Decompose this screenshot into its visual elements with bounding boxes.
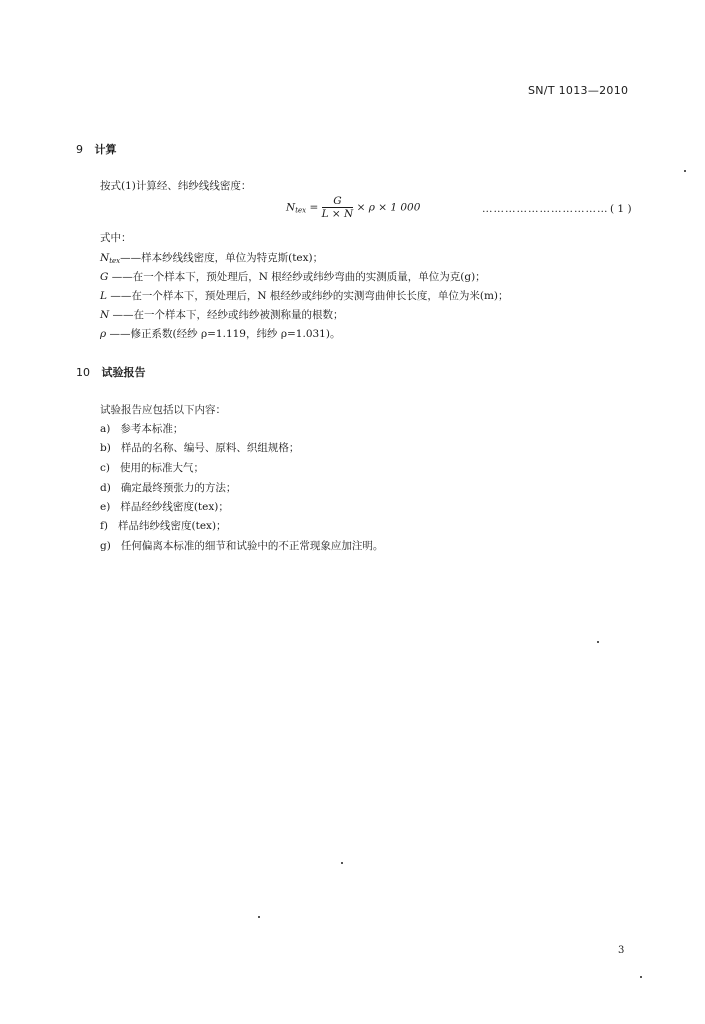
definition-text: ——样本纱线线密度，单位为特克斯(tex)；: [120, 252, 324, 264]
section-9-intro: 按式(1)计算经、纬纱线线密度：: [100, 180, 252, 192]
scan-speck: [597, 641, 599, 643]
where-label: 式中：: [100, 232, 132, 244]
definition-symbol: G: [100, 271, 109, 283]
report-item: [100, 460, 204, 475]
report-item-text: 任何偏离本标准的细节和试验中的不正常现象应加注明。: [120, 540, 384, 552]
scan-speck: [341, 862, 343, 864]
report-item-marker: d): [100, 482, 111, 494]
section-9-heading: [76, 141, 117, 157]
report-item-text: 使用的标准大气；: [120, 462, 204, 474]
formula-equals: =: [309, 201, 319, 214]
definition-text: ——修正系数(经纱 ρ=1.119，纬纱 ρ=1.031)。: [106, 328, 341, 340]
definition-n: [100, 307, 344, 322]
formula-lhs: N: [286, 201, 296, 214]
report-item-marker: f): [100, 520, 108, 532]
report-item-text: 样品的名称、编号、原料、织组规格；: [120, 442, 300, 454]
report-item: [100, 421, 183, 436]
report-item-text: 样品经纱线密度(tex)；: [120, 501, 229, 513]
section-10-title: 试验报告: [101, 366, 146, 379]
section-10-heading: [76, 364, 146, 380]
report-item: [100, 440, 299, 455]
definition-symbol: N: [100, 252, 110, 264]
definition-symbol-sub: tex: [109, 257, 121, 265]
section-10-intro: 试验报告应包括以下内容：: [100, 404, 226, 416]
definition-text: ——在一个样本下，预处理后，N 根经纱或纬纱的实测弯曲伸长长度，单位为米(m)；: [106, 290, 509, 302]
definition-l: [100, 288, 509, 303]
definition-text: ——在一个样本下，经纱或纬纱被测称量的根数；: [109, 309, 344, 321]
definition-text: ——在一个样本下，预处理后，N 根经纱或纬纱弯曲的实测质量，单位为克(g)；: [108, 271, 486, 283]
definition-ntex: [100, 250, 323, 265]
equation-number: ( 1 ): [610, 203, 632, 215]
formula-denominator: L × N: [321, 208, 354, 220]
report-item-marker: e): [100, 501, 111, 513]
standard-number: SN/T 1013—2010: [528, 84, 629, 97]
page-number: 3: [618, 945, 625, 956]
report-item-marker: g): [100, 540, 111, 552]
report-item: [100, 538, 383, 553]
section-9-number: 9: [76, 143, 83, 156]
report-item-marker: b): [100, 442, 111, 454]
report-item-text: 参考本标准；: [120, 423, 184, 435]
scan-speck: [640, 976, 642, 978]
definition-rho: [100, 326, 340, 341]
formula-rest: × ρ × 1 000: [356, 201, 421, 214]
section-9-title: 计算: [94, 143, 117, 156]
formula-lhs-sub: tex: [295, 206, 307, 215]
definition-symbol: L: [100, 290, 107, 302]
formula: [286, 195, 420, 220]
report-item-text: 确定最终预张力的方法；: [120, 482, 237, 494]
definition-g: [100, 269, 486, 284]
report-item-text: 样品纬纱线密度(tex)；: [118, 520, 227, 532]
report-item-marker: c): [100, 462, 110, 474]
definition-symbol: N: [100, 309, 110, 321]
section-10-number: 10: [76, 366, 90, 379]
formula-leader: ……………………………: [482, 203, 609, 215]
report-item: [100, 499, 229, 514]
scan-speck: [684, 170, 686, 172]
formula-fraction: [322, 195, 354, 220]
scan-speck: [258, 916, 260, 918]
report-item: [100, 480, 236, 495]
report-item-marker: a): [100, 423, 111, 435]
report-item: [100, 518, 227, 533]
formula-numerator: G: [322, 195, 354, 208]
definition-symbol: ρ: [100, 328, 107, 340]
